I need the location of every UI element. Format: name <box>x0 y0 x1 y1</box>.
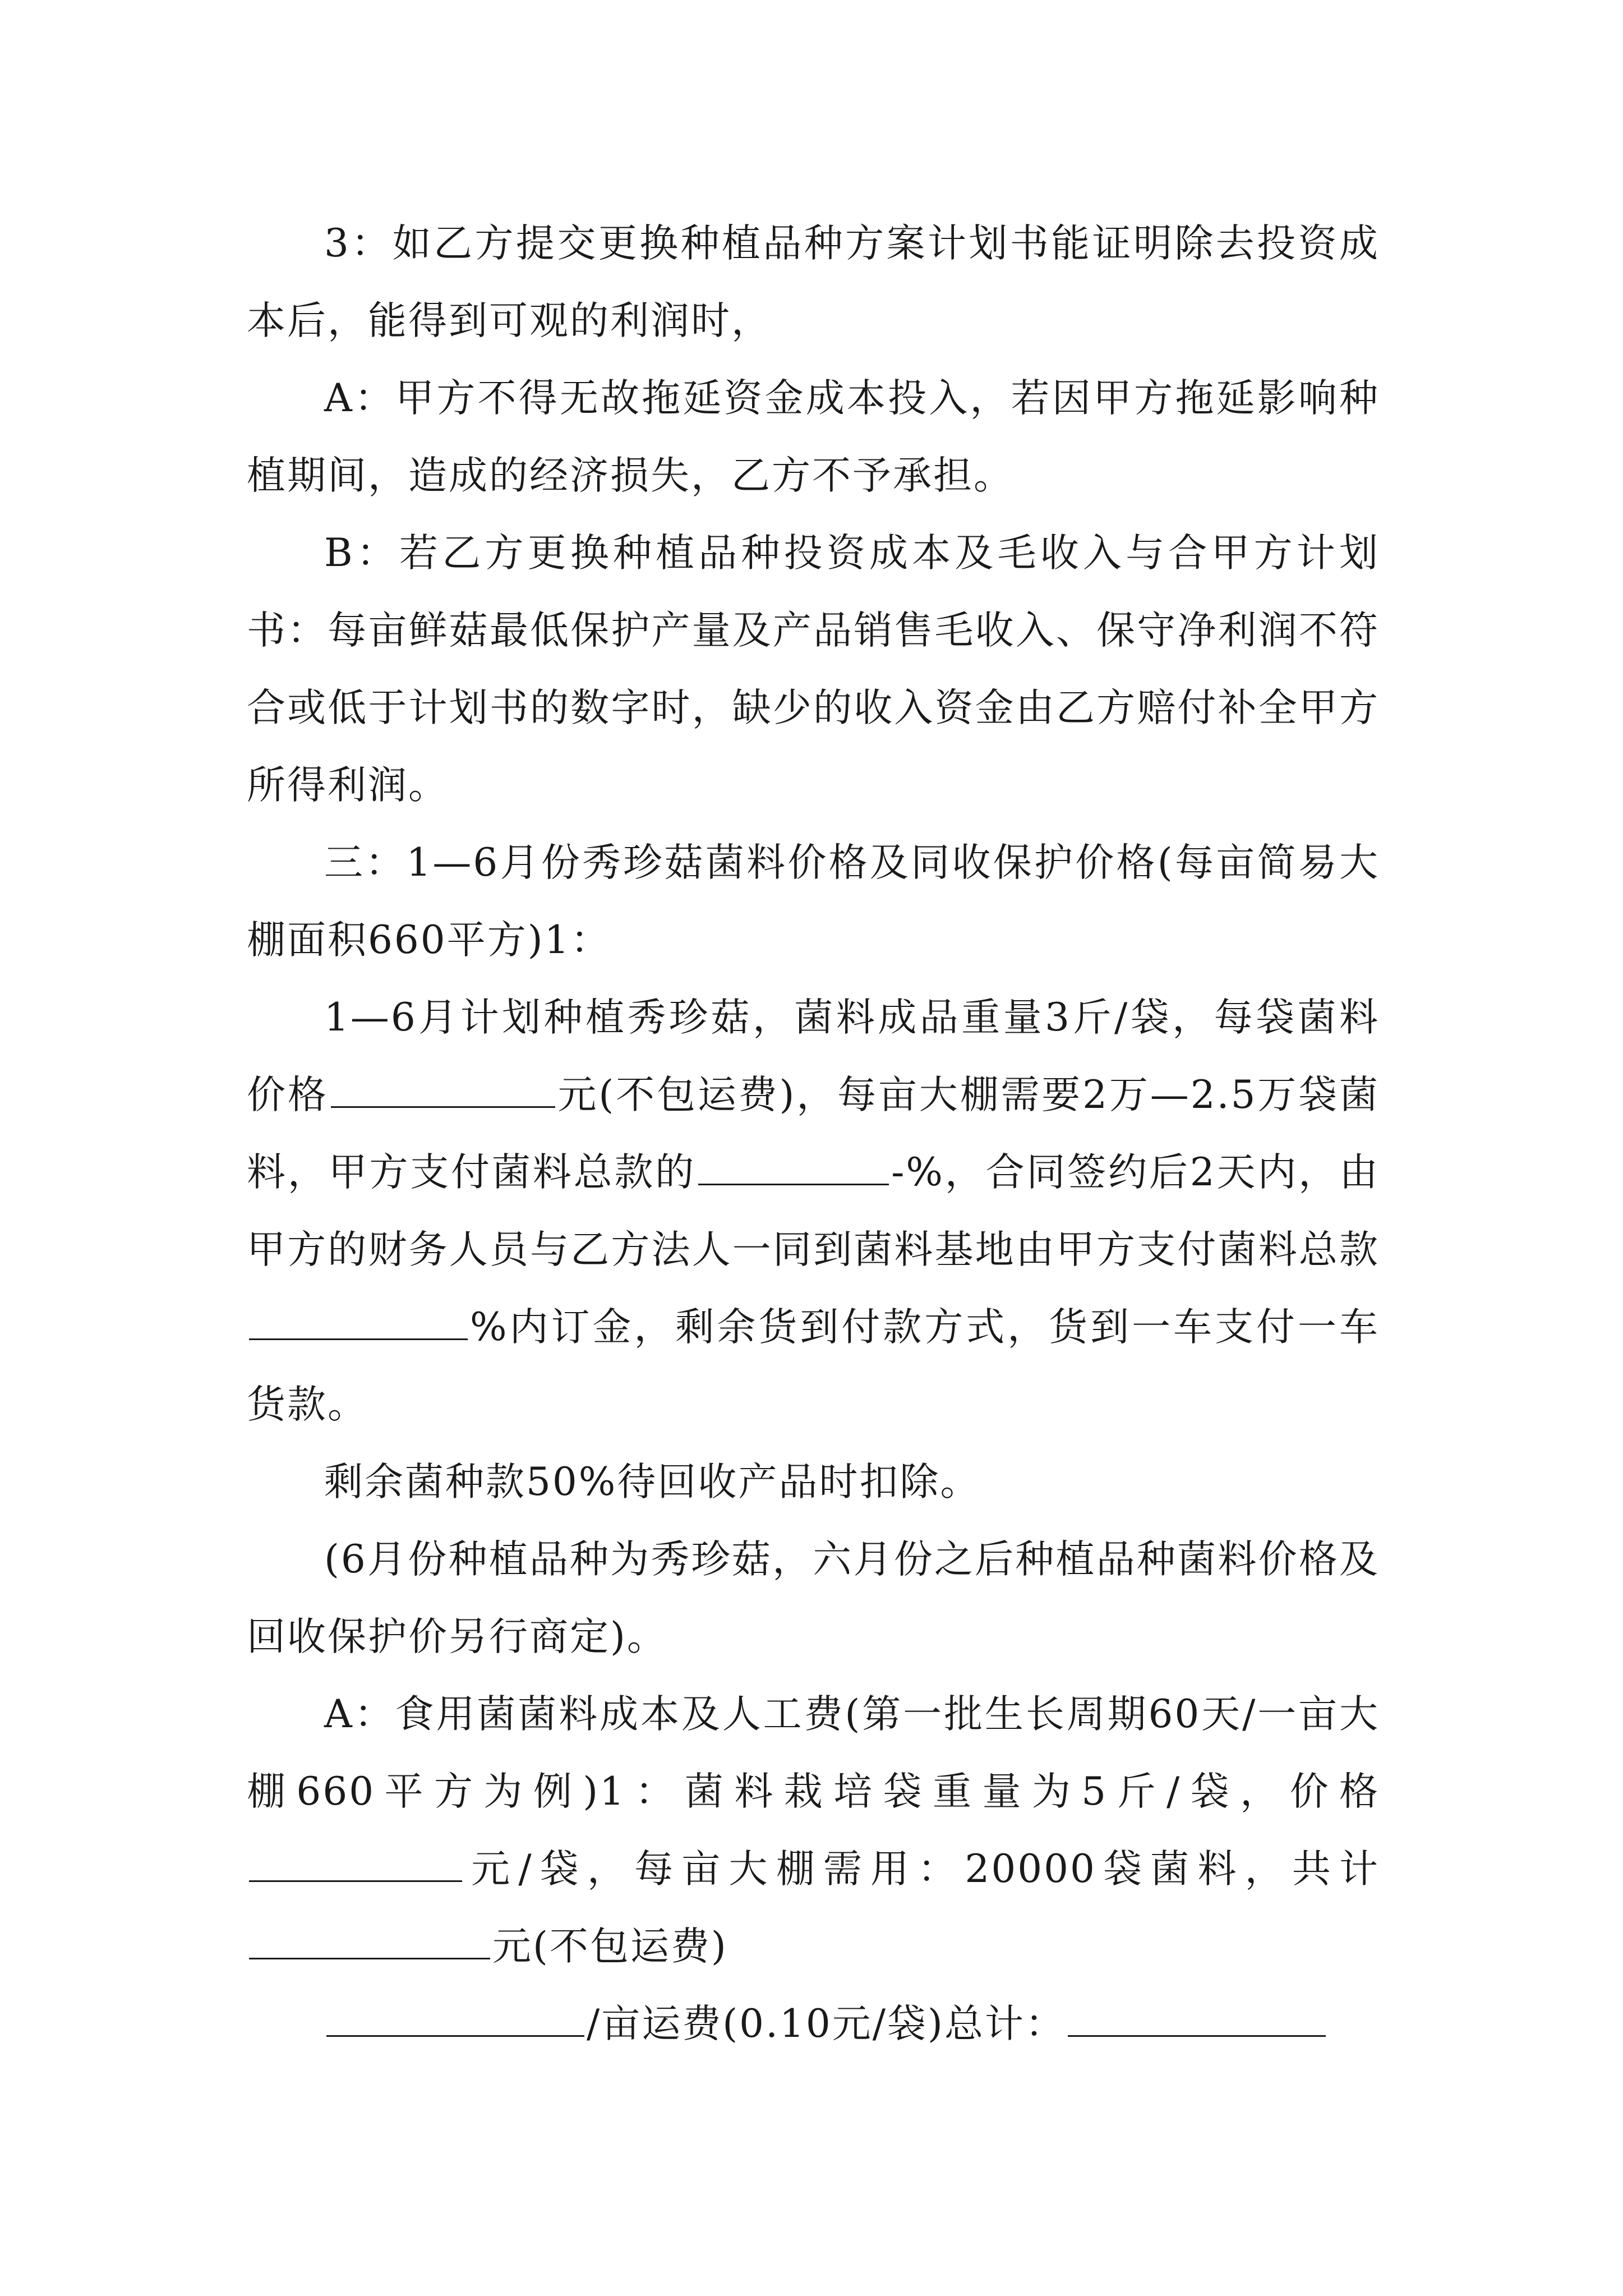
price-per-bag-blank <box>331 1075 555 1108</box>
cost-clause-text-2: 元/袋，每亩大棚需用：20000袋菌料，共计 <box>464 1847 1380 1892</box>
cost-clause-text-1: A：食用菌菌料成本及人工费(第一批生长周期60天/一亩大棚660平方为例)1：菌料栽培袋重量为5斤/袋，价格 <box>247 1692 1380 1814</box>
planting-plan-text-3: -%，合同签约后2天内，由甲方的财务人员与乙方法人一同到菌料基地由甲方支付菌料总款 <box>247 1150 1380 1272</box>
freight-total-blank <box>1068 2004 1326 2037</box>
freight-text: /亩运费(0.10元/袋)总计： <box>587 2001 1066 2046</box>
paragraph-freight <box>247 1985 1380 2063</box>
freight-amount-blank <box>326 2004 584 2037</box>
planting-plan-text-2: 元(不包运费)，每亩大棚需要2万—2.5万袋菌料，甲方支付菌料总款的 <box>247 1073 1380 1195</box>
payment-percent-blank <box>698 1152 889 1185</box>
paragraph-cost-clause <box>247 1676 1380 1985</box>
paragraph-clause-3: 3：如乙方提交更换种植品种方案计划书能证明除去投资成本后，能得到可观的利润时， <box>247 221 1380 343</box>
paragraph-section-3-heading: 三：1—6月份秀珍菇菌料价格及同收保护价格(每亩简易大棚面积660平方)1： <box>247 840 1380 963</box>
paragraph-remaining-payment: 剩余菌种款50%待回收产品时扣除。 <box>324 1460 981 1504</box>
document-body <box>247 205 1380 2063</box>
paragraph-june-note: (6月份种植品种为秀珍菇，六月份之后种植品种菌料价格及回收保护价另行商定)。 <box>247 1537 1380 1659</box>
paragraph-planting-plan <box>247 979 1380 1443</box>
deposit-percent-blank <box>249 1307 468 1340</box>
planting-plan-text-1: 1—6月计划种植秀珍菇，菌料成品重量3斤/袋，每袋菌料价格 <box>247 995 1380 1117</box>
planting-plan-text-4: %内订金，剩余货到付款方式，货到一车支付一车货款。 <box>247 1305 1380 1427</box>
total-cost-blank <box>249 1926 490 1959</box>
paragraph-clause-a: A：甲方不得无故拖延资金成本投入，若因甲方拖延影响种植期间，造成的经济损失，乙方不予承担。 <box>247 376 1380 498</box>
unit-price-blank <box>249 1849 462 1882</box>
paragraph-clause-b: B：若乙方更换种植品种投资成本及毛收入与合甲方计划书：每亩鲜菇最低保护产量及产品销售毛收入、保守净利润不符合或低于计划书的数字时，缺少的收入资金由乙方赔付补全甲方所得利润。 <box>247 531 1380 808</box>
cost-clause-text-3: 元(不包运费) <box>492 1924 728 1969</box>
